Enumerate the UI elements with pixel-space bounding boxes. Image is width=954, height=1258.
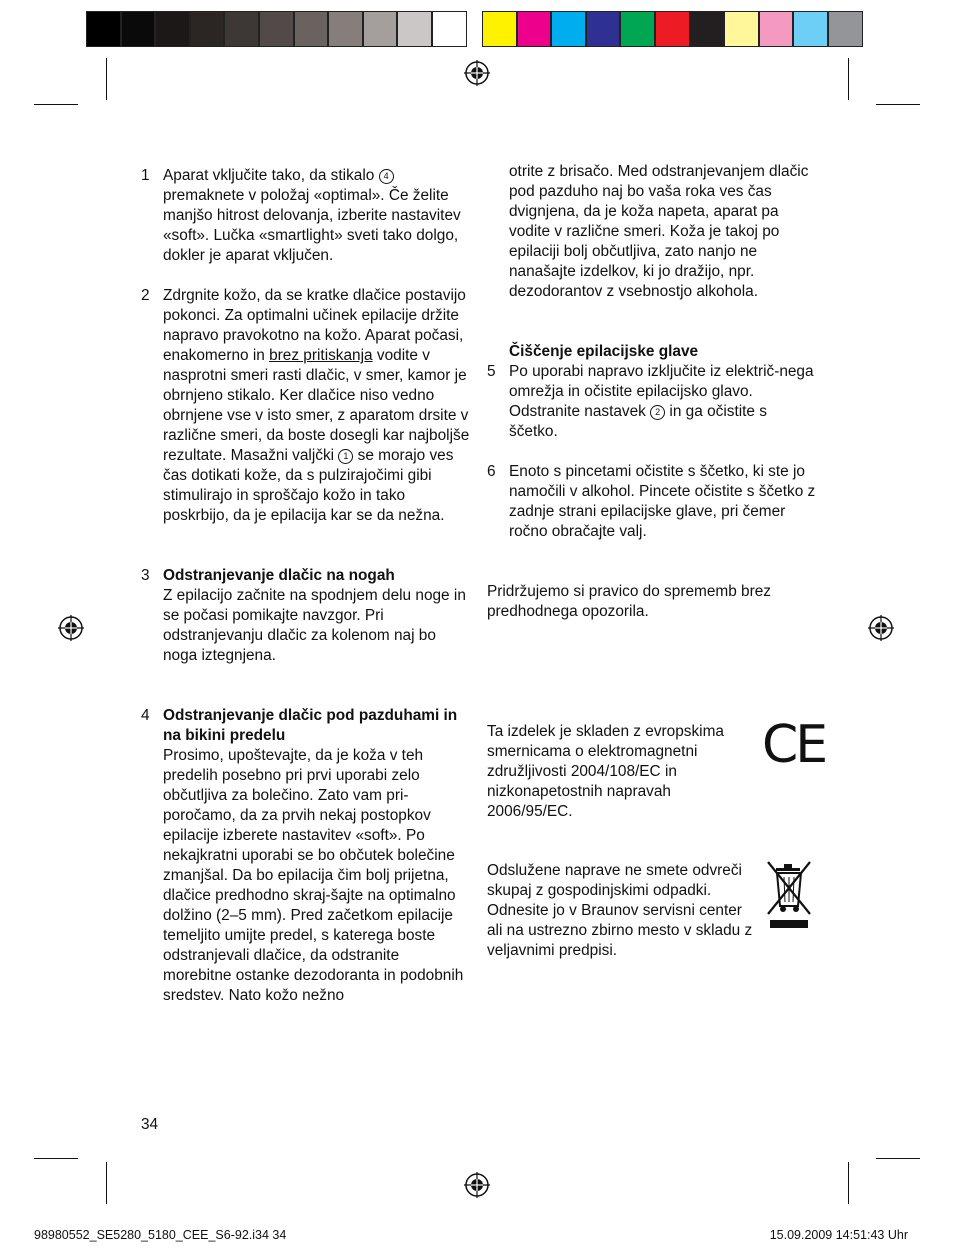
continued-text: otrite z brisačo. Med odstranjevanjem dlačic pod pazduho naj bo vaša roka ves čas dvignjena, da je koža napeta, aparat pa vodite v različne smeri. Koža je takoj po epilaciji bolj občutljiva, zato nanjo ne nanašajte izdelkov, ki jo dražijo, npr. dezodorantov z vsebnostjo alkohola. (509, 163, 809, 300)
color-swatch (432, 11, 467, 47)
registration-mark-icon (464, 60, 490, 86)
crop-mark (876, 1158, 920, 1159)
crop-mark (106, 58, 107, 100)
weee-bin-icon (764, 860, 814, 932)
crop-mark (106, 1162, 107, 1204)
color-swatch (620, 11, 655, 47)
step-number: 4 (141, 707, 150, 724)
color-swatch (190, 11, 225, 47)
color-swatch (517, 11, 552, 47)
color-swatch (86, 11, 121, 47)
disposal-text: Odslužene naprave ne smete odvreči skupaj z gospodinjskimi odpadki. Odnesite jo v Braunov servisni center ali na ustrezno zbirno mesto v skladu z veljavnimi predpisi. (487, 862, 753, 959)
color-swatch (363, 11, 398, 47)
registration-mark-icon (464, 1172, 490, 1198)
color-swatch (294, 11, 329, 47)
registration-mark-icon (868, 615, 894, 641)
step-number: 2 (141, 287, 150, 304)
circled-number: 2 (650, 405, 665, 420)
registration-mark-icon (58, 615, 84, 641)
step-4: 4 Odstranjevanje dlačic pod pazduhami in na bikini predelu Prosimo, upoštevajte, da je koža v teh predelih posebno pri prvi uporabi zelo občutljiva za bolečino. Zato vam pri-poročamo, da za prvih nekaj postopkov epilacije izberete nastavitev «soft». Po nekajkratni uporabi se bo občutek bolečine zmanjšal. Da bo epilacija čim bolj prijetna, dlačice predhodno skraj-šajte na optimalno dolžino (2–5 mm). Pred začetkom epilacije temeljito umijte predel, s katerega boste odstranjevali dlačice, da odstranite morebitne ostanke dezodoranta in podobnih sredstev. Nato kožo nežno (141, 707, 464, 1004)
color-swatch (482, 11, 517, 47)
footer-timestamp: 15.09.2009 14:51:43 Uhr (769, 1228, 908, 1242)
color-swatch (155, 11, 190, 47)
crop-mark (34, 1158, 78, 1159)
crop-mark (848, 58, 849, 100)
gray-color-bar (86, 11, 467, 47)
step-title: Odstranjevanje dlačic na nogah (163, 567, 395, 584)
color-swatch (328, 11, 363, 47)
section-heading: Čiščenje epilacijske glave (509, 343, 699, 360)
color-swatch (793, 11, 828, 47)
color-swatch (397, 11, 432, 47)
step-3: 3 Odstranjevanje dlačic na nogah Z epilacijo začnite na spodnjem delu noge in se počasi pomikajte navzgor. Pri odstranjevanju dlačic za kolenom naj bo noga iztegnjena. (141, 567, 466, 664)
crop-mark (848, 1162, 849, 1204)
circled-number: 1 (338, 449, 353, 464)
color-swatch (121, 11, 156, 47)
step-number: 1 (141, 167, 150, 184)
step-title: Odstranjevanje dlačic pod pazduhami in na bikini predelu (163, 707, 458, 744)
crop-mark (34, 104, 78, 105)
step-1: 1 Aparat vključite tako, da stikalo 4 premaknete v položaj «optimal». Če želite manjšo hitrost delovanja, izberite nastavitev «soft». Lučka «smartlight» sveti tako dolgo, dokler je aparat vključen. (141, 167, 461, 264)
step-6: 6 Enoto s pincetami očistite s ščetko, ki ste jo namočili v alkohol. Pincete očistite s ščetko z zadnje strani epilacijske glave, pri čemer ročno obračajte valj. (487, 463, 816, 540)
right-column (487, 162, 817, 622)
step-number: 6 (487, 463, 496, 480)
color-swatch (690, 11, 725, 47)
color-swatch (655, 11, 690, 47)
color-swatch (724, 11, 759, 47)
color-swatch (551, 11, 586, 47)
color-swatch (828, 11, 863, 47)
step-5: 5 Po uporabi napravo izključite iz električ-nega omrežja in očistite epilacijsko glavo. Odstranite nastavek 2 in ga očistite s ščetko. (487, 363, 814, 440)
color-swatch (224, 11, 259, 47)
step-2: 2 Zdrgnite kožo, da se kratke dlačice postavijo pokonci. Za optimalni učinek epilacije držite napravo pravokotno na kožo. Aparat počasi, enakomerno in brez pritiskanja vodite v nasprotni smeri rasti dlačic, v smer, kamor je obrnjeno stikalo. Ker dlačice niso vedno obrnjene vse v isto smer, z aparatom drsite v različne smeri, da boste dosegli kar najboljše rezultate. Masažni valjčki 1 se morajo ves čas dotikati kože, da s pulzirajočimi gibi stimulirajo in sproščajo kožo in tako poskrbijo, da je epilacija kar se da nežna. (141, 287, 470, 524)
color-swatch (759, 11, 794, 47)
process-color-bar (482, 11, 863, 47)
left-column (141, 166, 471, 1006)
footer-file-info: 98980552_SE5280_5180_CEE_S6-92.i34 34 (34, 1228, 287, 1242)
ce-mark-icon: CE (762, 715, 826, 775)
page-number: 34 (141, 1116, 159, 1133)
ce-conformity-text: Ta izdelek je skladen z evropskima smernicama o elektromagnetni združljivosti 2004/108/EC in nizkonapetostnih napravah 2006/95/EC. (487, 723, 724, 820)
color-swatch (586, 11, 621, 47)
crop-mark (876, 104, 920, 105)
step-number: 3 (141, 567, 150, 584)
notice-text: Pridržujemo si pravico do sprememb brez predhodnega opozorila. (487, 583, 771, 620)
circled-number: 4 (379, 169, 394, 184)
color-swatch (259, 11, 294, 47)
step-number: 5 (487, 363, 496, 380)
